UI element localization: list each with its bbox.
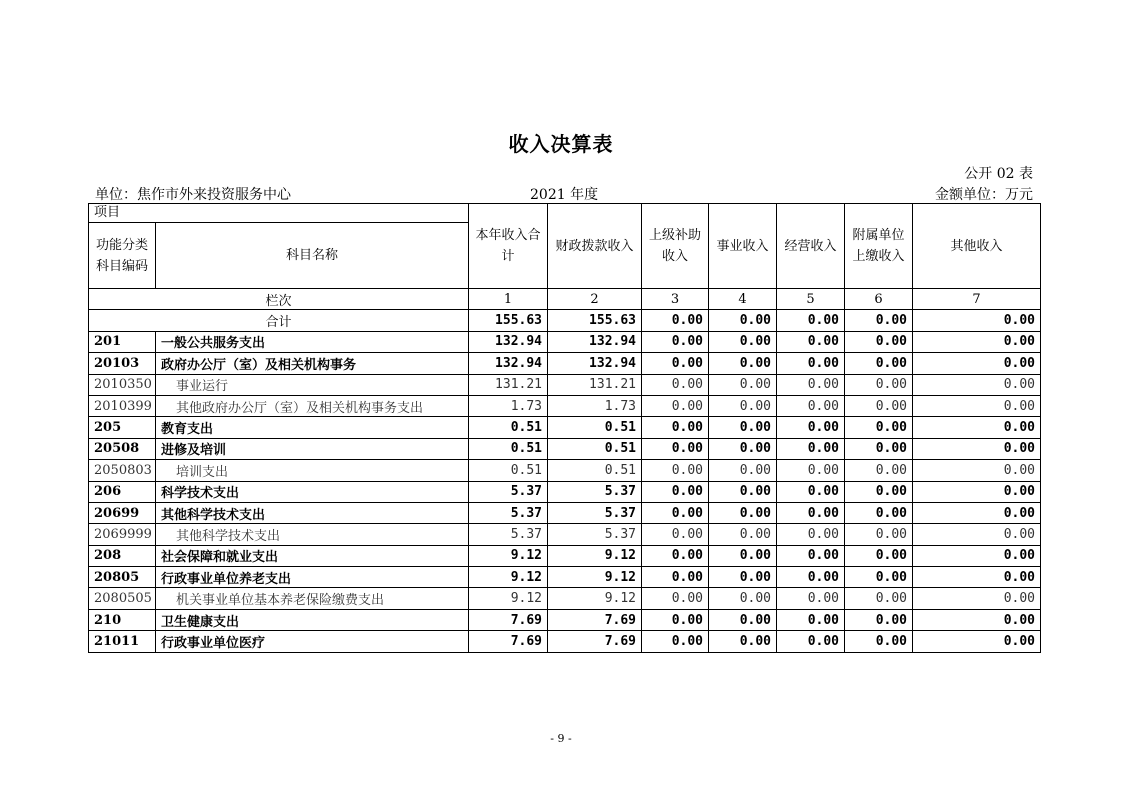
form-number: 公开 02 表 xyxy=(964,166,1033,182)
row-code: 208 xyxy=(89,545,156,566)
row-value: 9.12 xyxy=(548,567,642,588)
row-code: 2069999 xyxy=(89,524,156,545)
row-value: 0.00 xyxy=(913,374,1041,395)
row-value: 0.00 xyxy=(642,631,709,652)
row-value: 131.21 xyxy=(548,374,642,395)
row-code: 2050803 xyxy=(89,460,156,481)
total-value: 0.00 xyxy=(709,310,777,331)
row-value: 0.00 xyxy=(913,588,1041,609)
header-subject-name: 科目名称 xyxy=(156,223,469,289)
row-value: 132.94 xyxy=(548,331,642,352)
row-value: 0.00 xyxy=(777,374,845,395)
row-name: 卫生健康支出 xyxy=(156,609,469,630)
column-index-row xyxy=(89,289,1041,310)
row-value: 131.21 xyxy=(469,374,548,395)
row-value: 5.37 xyxy=(469,502,548,523)
row-value: 0.00 xyxy=(777,353,845,374)
row-value: 0.00 xyxy=(845,502,913,523)
col-index-cell: 4 xyxy=(709,289,777,310)
row-value: 0.00 xyxy=(913,567,1041,588)
row-code: 2010399 xyxy=(89,395,156,416)
row-value: 1.73 xyxy=(548,395,642,416)
row-value: 0.51 xyxy=(548,460,642,481)
total-label: 合计 xyxy=(89,310,469,331)
row-value: 7.69 xyxy=(469,631,548,652)
row-value: 0.00 xyxy=(642,567,709,588)
row-value: 0.00 xyxy=(777,609,845,630)
table-row xyxy=(89,502,1041,523)
row-code: 21011 xyxy=(89,631,156,652)
total-value: 0.00 xyxy=(913,310,1041,331)
table-row xyxy=(89,331,1041,352)
row-value: 0.51 xyxy=(469,417,548,438)
row-value: 0.00 xyxy=(642,481,709,502)
row-name: 其他政府办公厅（室）及相关机构事务支出 xyxy=(156,395,469,416)
row-value: 0.00 xyxy=(845,460,913,481)
row-value: 0.00 xyxy=(845,331,913,352)
col-index-cell: 2 xyxy=(548,289,642,310)
row-value: 0.00 xyxy=(845,567,913,588)
row-value: 0.00 xyxy=(709,502,777,523)
row-value: 0.00 xyxy=(913,460,1041,481)
row-name: 行政事业单位医疗 xyxy=(156,631,469,652)
unit-label: 单位：焦作市外来投资服务中心 xyxy=(95,187,291,203)
row-value: 0.00 xyxy=(642,588,709,609)
row-value: 0.00 xyxy=(845,353,913,374)
row-value: 0.00 xyxy=(642,524,709,545)
row-value: 0.00 xyxy=(777,502,845,523)
row-value: 0.00 xyxy=(709,374,777,395)
row-value: 0.00 xyxy=(845,609,913,630)
table-row xyxy=(89,609,1041,630)
row-value: 132.94 xyxy=(469,331,548,352)
row-value: 0.00 xyxy=(913,438,1041,459)
row-value: 0.00 xyxy=(777,524,845,545)
row-value: 0.00 xyxy=(709,460,777,481)
row-name: 其他科学技术支出 xyxy=(156,502,469,523)
row-value: 0.00 xyxy=(777,545,845,566)
row-value: 9.12 xyxy=(469,545,548,566)
row-name: 行政事业单位养老支出 xyxy=(156,567,469,588)
row-value: 0.00 xyxy=(913,481,1041,502)
row-code: 205 xyxy=(89,417,156,438)
row-value: 0.00 xyxy=(642,417,709,438)
row-value: 5.37 xyxy=(469,481,548,502)
header-fiscal: 财政拨款收入 xyxy=(548,204,642,289)
row-code: 20805 xyxy=(89,567,156,588)
col-index-cell: 1 xyxy=(469,289,548,310)
row-value: 0.00 xyxy=(642,374,709,395)
header-total-income: 本年收入合计 xyxy=(469,204,548,289)
row-value: 0.00 xyxy=(845,417,913,438)
row-value: 0.00 xyxy=(709,395,777,416)
row-value: 0.00 xyxy=(913,609,1041,630)
row-value: 0.00 xyxy=(845,481,913,502)
row-value: 9.12 xyxy=(469,567,548,588)
row-value: 0.00 xyxy=(845,395,913,416)
row-value: 0.00 xyxy=(642,438,709,459)
row-value: 0.00 xyxy=(642,545,709,566)
row-value: 0.51 xyxy=(469,460,548,481)
row-value: 0.00 xyxy=(913,353,1041,374)
table-row xyxy=(89,481,1041,502)
table-row xyxy=(89,374,1041,395)
row-code: 210 xyxy=(89,609,156,630)
row-name: 科学技术支出 xyxy=(156,481,469,502)
row-value: 9.12 xyxy=(548,545,642,566)
row-code: 2080505 xyxy=(89,588,156,609)
row-value: 0.00 xyxy=(709,609,777,630)
total-value: 0.00 xyxy=(642,310,709,331)
table-row xyxy=(89,567,1041,588)
row-value: 132.94 xyxy=(548,353,642,374)
row-value: 0.00 xyxy=(642,395,709,416)
row-value: 0.00 xyxy=(913,502,1041,523)
row-value: 0.00 xyxy=(642,502,709,523)
row-value: 0.51 xyxy=(548,438,642,459)
row-value: 132.94 xyxy=(469,353,548,374)
row-value: 0.00 xyxy=(777,417,845,438)
row-value: 0.00 xyxy=(777,588,845,609)
row-value: 0.51 xyxy=(548,417,642,438)
row-value: 0.00 xyxy=(777,481,845,502)
row-name: 进修及培训 xyxy=(156,438,469,459)
total-row xyxy=(89,310,1041,331)
row-value: 0.00 xyxy=(913,524,1041,545)
row-value: 7.69 xyxy=(548,631,642,652)
row-code: 206 xyxy=(89,481,156,502)
table-row xyxy=(89,545,1041,566)
money-unit-label: 金额单位：万元 xyxy=(935,187,1033,203)
page-number: - 9 - xyxy=(550,732,572,745)
row-value: 0.00 xyxy=(777,567,845,588)
row-value: 0.00 xyxy=(845,588,913,609)
row-value: 5.37 xyxy=(548,481,642,502)
row-value: 0.00 xyxy=(709,331,777,352)
row-value: 0.00 xyxy=(845,545,913,566)
total-value: 155.63 xyxy=(548,310,642,331)
header-affiliated: 附属单位上缴收入 xyxy=(845,204,913,289)
header-operating: 经营收入 xyxy=(777,204,845,289)
row-value: 0.00 xyxy=(642,609,709,630)
total-value: 155.63 xyxy=(469,310,548,331)
row-name: 教育支出 xyxy=(156,417,469,438)
row-name: 一般公共服务支出 xyxy=(156,331,469,352)
row-value: 0.00 xyxy=(709,353,777,374)
year-label: 2021 年度 xyxy=(530,187,599,203)
row-value: 0.00 xyxy=(845,524,913,545)
row-value: 0.00 xyxy=(913,417,1041,438)
table-row xyxy=(89,588,1041,609)
row-name: 其他科学技术支出 xyxy=(156,524,469,545)
table-row xyxy=(89,438,1041,459)
table-body xyxy=(89,289,1041,653)
total-value: 0.00 xyxy=(845,310,913,331)
row-name: 机关事业单位基本养老保险缴费支出 xyxy=(156,588,469,609)
row-name: 培训支出 xyxy=(156,460,469,481)
row-value: 0.00 xyxy=(709,417,777,438)
row-value: 0.00 xyxy=(642,331,709,352)
row-value: 0.00 xyxy=(709,631,777,652)
row-value: 0.00 xyxy=(845,374,913,395)
row-value: 0.00 xyxy=(709,567,777,588)
row-value: 0.00 xyxy=(913,331,1041,352)
row-value: 0.00 xyxy=(642,353,709,374)
table-row xyxy=(89,417,1041,438)
row-code: 20103 xyxy=(89,353,156,374)
header-project: 项目 xyxy=(89,204,469,223)
row-value: 0.00 xyxy=(777,331,845,352)
row-code: 20699 xyxy=(89,502,156,523)
header-superior: 上级补助收入 xyxy=(642,204,709,289)
row-code: 2010350 xyxy=(89,374,156,395)
col-index-cell: 6 xyxy=(845,289,913,310)
col-index-cell: 7 xyxy=(913,289,1041,310)
row-value: 0.00 xyxy=(913,545,1041,566)
total-value: 0.00 xyxy=(777,310,845,331)
row-value: 5.37 xyxy=(548,524,642,545)
row-value: 0.00 xyxy=(709,481,777,502)
row-value: 0.00 xyxy=(709,524,777,545)
col-index-cell: 3 xyxy=(642,289,709,310)
row-value: 0.00 xyxy=(709,588,777,609)
table-row xyxy=(89,460,1041,481)
income-table xyxy=(88,203,1041,653)
row-value: 0.00 xyxy=(845,438,913,459)
row-value: 0.00 xyxy=(845,631,913,652)
row-value: 0.00 xyxy=(777,460,845,481)
row-name: 社会保障和就业支出 xyxy=(156,545,469,566)
row-value: 7.69 xyxy=(469,609,548,630)
row-value: 5.37 xyxy=(548,502,642,523)
row-value: 0.00 xyxy=(777,631,845,652)
row-value: 1.73 xyxy=(469,395,548,416)
header-func-code: 功能分类科目编码 xyxy=(89,223,156,289)
table-row xyxy=(89,631,1041,652)
row-code: 20508 xyxy=(89,438,156,459)
row-name: 事业运行 xyxy=(156,374,469,395)
table-row xyxy=(89,353,1041,374)
row-value: 0.00 xyxy=(642,460,709,481)
row-name: 政府办公厅（室）及相关机构事务 xyxy=(156,353,469,374)
row-value: 0.00 xyxy=(777,438,845,459)
header-business: 事业收入 xyxy=(709,204,777,289)
col-index-cell: 5 xyxy=(777,289,845,310)
row-value: 9.12 xyxy=(469,588,548,609)
row-value: 0.00 xyxy=(913,395,1041,416)
row-code: 201 xyxy=(89,331,156,352)
row-value: 0.00 xyxy=(709,438,777,459)
row-value: 0.00 xyxy=(777,395,845,416)
row-value: 7.69 xyxy=(548,609,642,630)
table-row xyxy=(89,395,1041,416)
header-other: 其他收入 xyxy=(913,204,1041,289)
row-label-cell: 栏次 xyxy=(89,289,469,310)
row-value: 5.37 xyxy=(469,524,548,545)
row-value: 9.12 xyxy=(548,588,642,609)
row-value: 0.00 xyxy=(913,631,1041,652)
row-value: 0.51 xyxy=(469,438,548,459)
row-value: 0.00 xyxy=(709,545,777,566)
page-title: 收入决算表 xyxy=(508,132,614,156)
table-row xyxy=(89,524,1041,545)
